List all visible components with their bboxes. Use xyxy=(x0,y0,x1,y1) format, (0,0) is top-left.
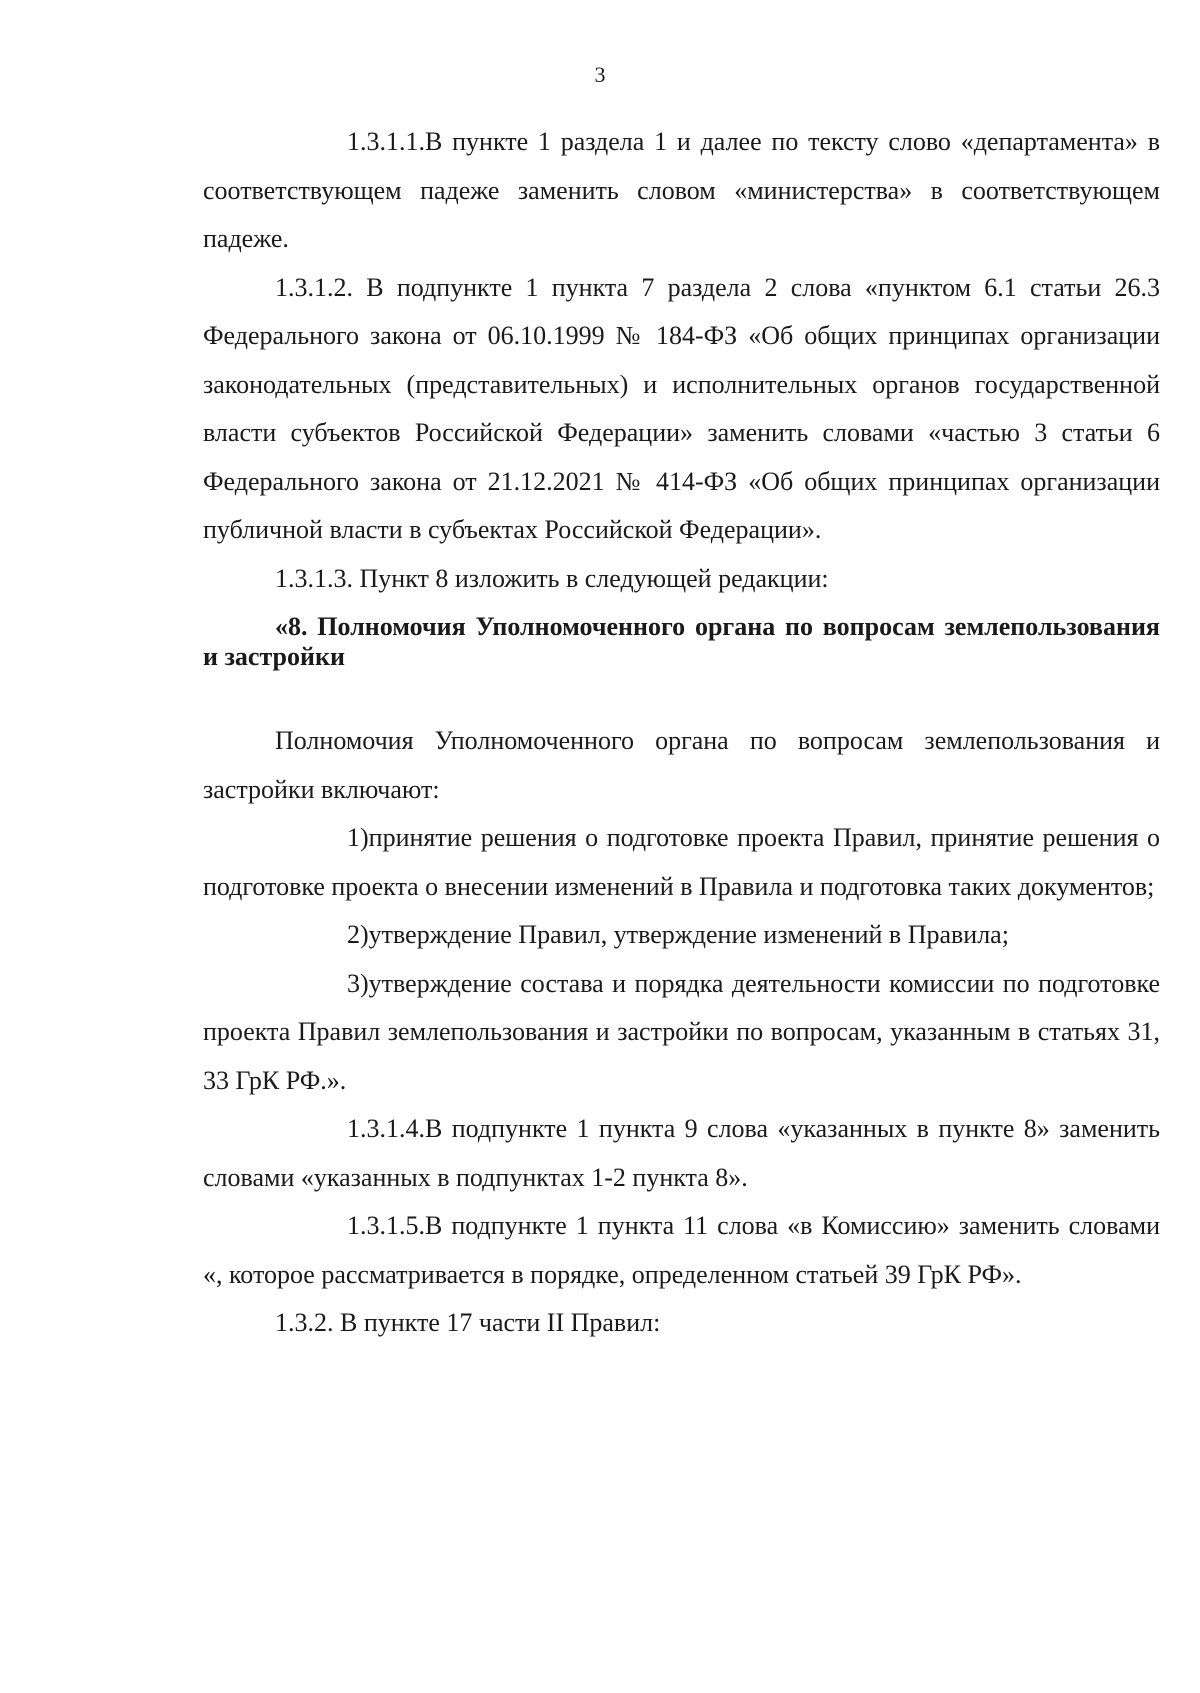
paragraph-text: В пункте 1 раздела 1 и далее по тексту слово «департамента» в соответствующем падеже заменить словом «министерства» в соответствующем падеже. xyxy=(203,127,1160,253)
paragraph-text: В подпункте 1 пункта 9 слова «указанных в пункте 8» заменить словами «указанных в подпунктах 1-2 пункта 8». xyxy=(203,1114,1160,1192)
paragraph-text: 1.3.1.2. В подпункте 1 пункта 7 раздела 2 слова «пунктом 6.1 статьи 26.3 Федерального закона от 06.10.1999 № 184-ФЗ «Об общих принципах организации законодательных (представительных) и исполнительных органов государственной власти субъектов Российской Федерации» заменить словами «частью 3 статьи 6 Федерального закона от 21.12.2021 № 414-ФЗ «Об общих принципах организации публичной власти в субъектах Российской Федерации». xyxy=(203,272,1160,544)
paragraph-1-3-2 xyxy=(203,1299,1160,1348)
paragraph-powers-intro xyxy=(203,717,1160,814)
list-number: 1) xyxy=(347,823,369,852)
section-heading-8 xyxy=(203,603,1160,672)
paragraph-1-3-1-5 xyxy=(203,1202,1160,1299)
page-number: 3 xyxy=(594,62,606,87)
paragraph-1-3-1-1 xyxy=(203,118,1160,264)
list-item-3 xyxy=(203,960,1160,1106)
paragraph-1-3-1-2 xyxy=(203,264,1160,555)
paragraph-text: 1.3.2. В пункте 17 части II Правил: xyxy=(275,1308,661,1337)
list-item-2 xyxy=(203,911,1160,960)
list-item-1 xyxy=(203,814,1160,911)
paragraph-number: 1.3.1.4. xyxy=(347,1114,425,1143)
list-text: утверждение Правил, утверждение изменений в Правила; xyxy=(368,920,1009,949)
document-body xyxy=(203,118,1160,1348)
list-text: принятие решения о подготовке проекта Правил, принятие решения о подготовке проекта о внесении изменений в Правила и подготовка таких документов; xyxy=(203,823,1160,901)
list-text: утверждение состава и порядка деятельности комиссии по подготовке проекта Правил землепользования и застройки по вопросам, указанным в статьях 31, 33 ГрК РФ.». xyxy=(203,968,1160,1095)
list-number: 3) xyxy=(347,968,369,998)
paragraph-number: 1.3.1.5. xyxy=(347,1211,425,1240)
list-number: 2) xyxy=(347,920,369,949)
paragraph-text: В подпункте 1 пункта 11 слова «в Комиссию» заменить словами «, которое рассматривается в порядке, определенном статьей 39 ГрК РФ». xyxy=(203,1211,1160,1289)
paragraph-text: Полномочия Уполномоченного органа по вопросам землепользования и застройки включают: xyxy=(203,726,1160,804)
heading-text: «8. Полномочия Уполномоченного органа по вопросам землепользования и застройки xyxy=(203,612,1160,671)
paragraph-number: 1.3.1.1. xyxy=(347,127,425,156)
paragraph-1-3-1-3 xyxy=(203,555,1160,604)
paragraph-1-3-1-4 xyxy=(203,1105,1160,1202)
paragraph-text: 1.3.1.3. Пункт 8 изложить в следующей редакции: xyxy=(275,563,829,593)
